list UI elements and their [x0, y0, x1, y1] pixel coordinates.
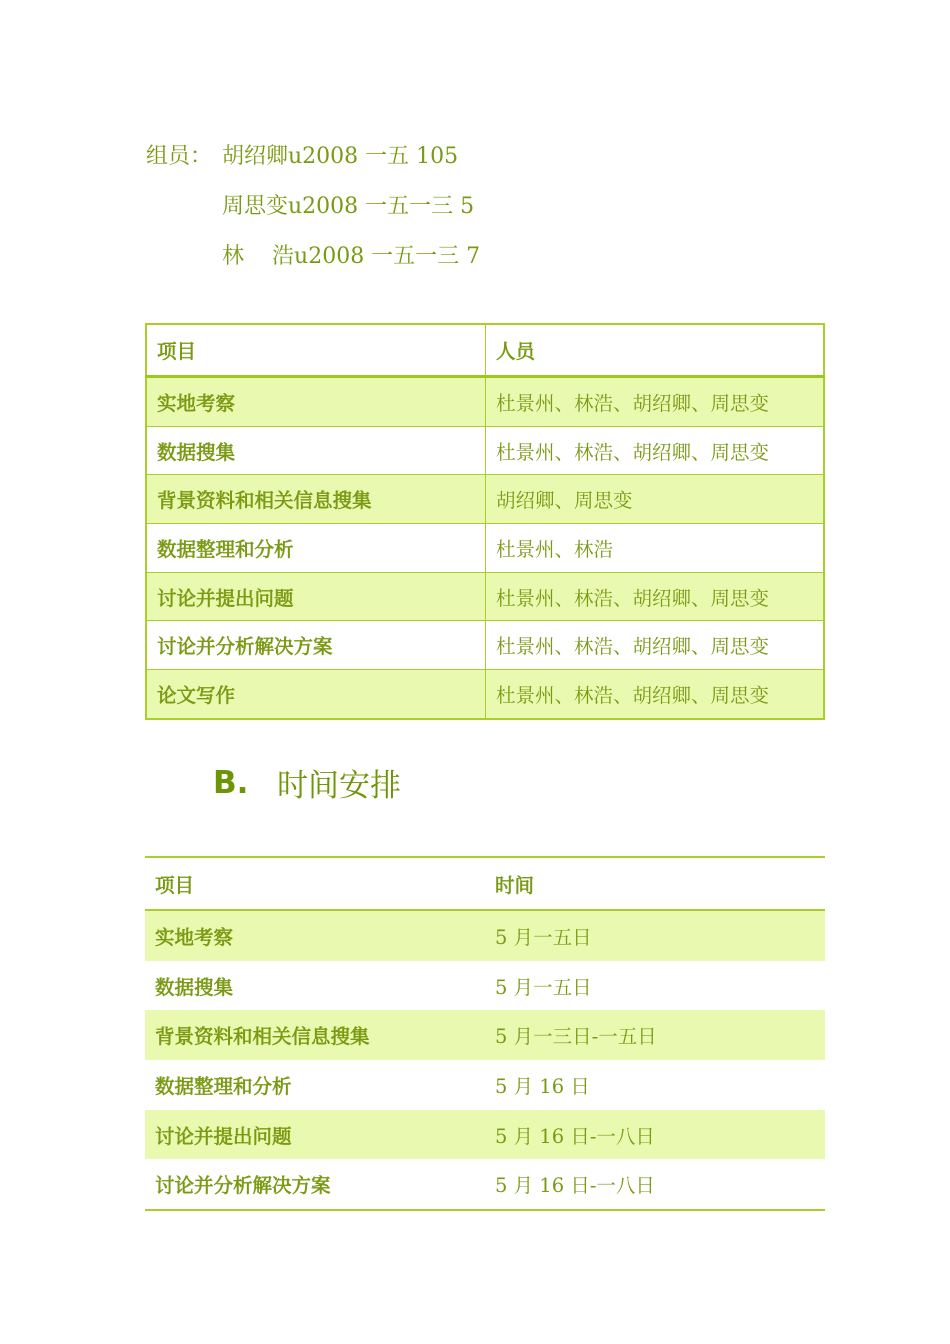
personnel-cell: 胡绍卿、周思变: [486, 475, 825, 524]
item-cell: 背景资料和相关信息搜集: [146, 475, 486, 524]
table-row: [146, 572, 824, 621]
table-row: [145, 1159, 825, 1210]
member-name: 胡绍卿: [222, 144, 289, 169]
table-row: [145, 1060, 825, 1110]
personnel-cell: 杜景州、林浩、胡绍卿、周思变: [486, 572, 825, 621]
member-id: u2008 一五一三 7: [294, 244, 481, 269]
table-row: [146, 475, 824, 524]
header-personnel: 人员: [486, 324, 825, 377]
item-cell: 论文写作: [146, 670, 486, 719]
member-id: u2008 一五 105: [288, 144, 459, 169]
table-row: [146, 524, 824, 573]
table-header-row: [145, 857, 825, 910]
item-cell: 数据整理和分析: [146, 524, 486, 573]
section-letter: B.: [213, 764, 249, 801]
personnel-cell: 杜景州、林浩、胡绍卿、周思变: [486, 670, 825, 719]
item-cell: 实地考察: [146, 377, 486, 427]
item-cell: 讨论并分析解决方案: [155, 1174, 331, 1198]
member-row: [146, 182, 480, 232]
table-header-row: [146, 324, 824, 377]
time-cell: 5 月 16 日: [495, 1074, 590, 1098]
table-row: [145, 961, 825, 1011]
group-members: [146, 132, 480, 282]
schedule-table: [145, 856, 825, 1211]
header-item: 项目: [146, 324, 486, 377]
table-row: [145, 910, 825, 961]
time-cell: 5 月一三日-一五日: [485, 1010, 825, 1060]
personnel-cell: 杜景州、林浩、胡绍卿、周思变: [486, 426, 825, 475]
table-row: [145, 1110, 825, 1160]
time-cell: 5 月 16 日-一八日: [495, 1174, 655, 1198]
member-name-first: 林: [222, 244, 245, 269]
member-row: [146, 232, 480, 282]
table-row: [146, 670, 824, 719]
item-cell: 背景资料和相关信息搜集: [145, 1010, 485, 1060]
personnel-cell: 杜景州、林浩、胡绍卿、周思变: [486, 377, 825, 427]
member-name: 周思变: [222, 194, 289, 219]
table-row: [146, 377, 824, 427]
member-id: u2008 一五一三 5: [288, 194, 475, 219]
member-name-second: 浩: [272, 244, 295, 269]
section-title: 时间安排: [277, 768, 401, 804]
table-row: [146, 426, 824, 475]
personnel-cell: 杜景州、林浩、胡绍卿、周思变: [486, 621, 825, 670]
item-cell: 讨论并提出问题: [146, 572, 486, 621]
personnel-table: [145, 323, 825, 720]
member-row: [146, 132, 480, 182]
table-row: [146, 621, 824, 670]
header-time: 时间: [485, 857, 825, 910]
header-item: 项目: [145, 857, 485, 910]
section-heading: [213, 760, 401, 805]
item-cell: 数据整理和分析: [155, 1074, 292, 1098]
time-cell: 5 月 16 日-一八日: [485, 1110, 825, 1160]
item-cell: 讨论并提出问题: [145, 1110, 485, 1160]
time-cell: 5 月一五日: [495, 975, 592, 999]
item-cell: 讨论并分析解决方案: [146, 621, 486, 670]
item-cell: 数据搜集: [155, 975, 234, 999]
time-cell: 5 月一五日: [485, 910, 825, 961]
table-row: [145, 1010, 825, 1060]
item-cell: 实地考察: [145, 910, 485, 961]
members-label: 组员：: [146, 144, 213, 169]
personnel-cell: 杜景州、林浩: [486, 524, 825, 573]
item-cell: 数据搜集: [146, 426, 486, 475]
